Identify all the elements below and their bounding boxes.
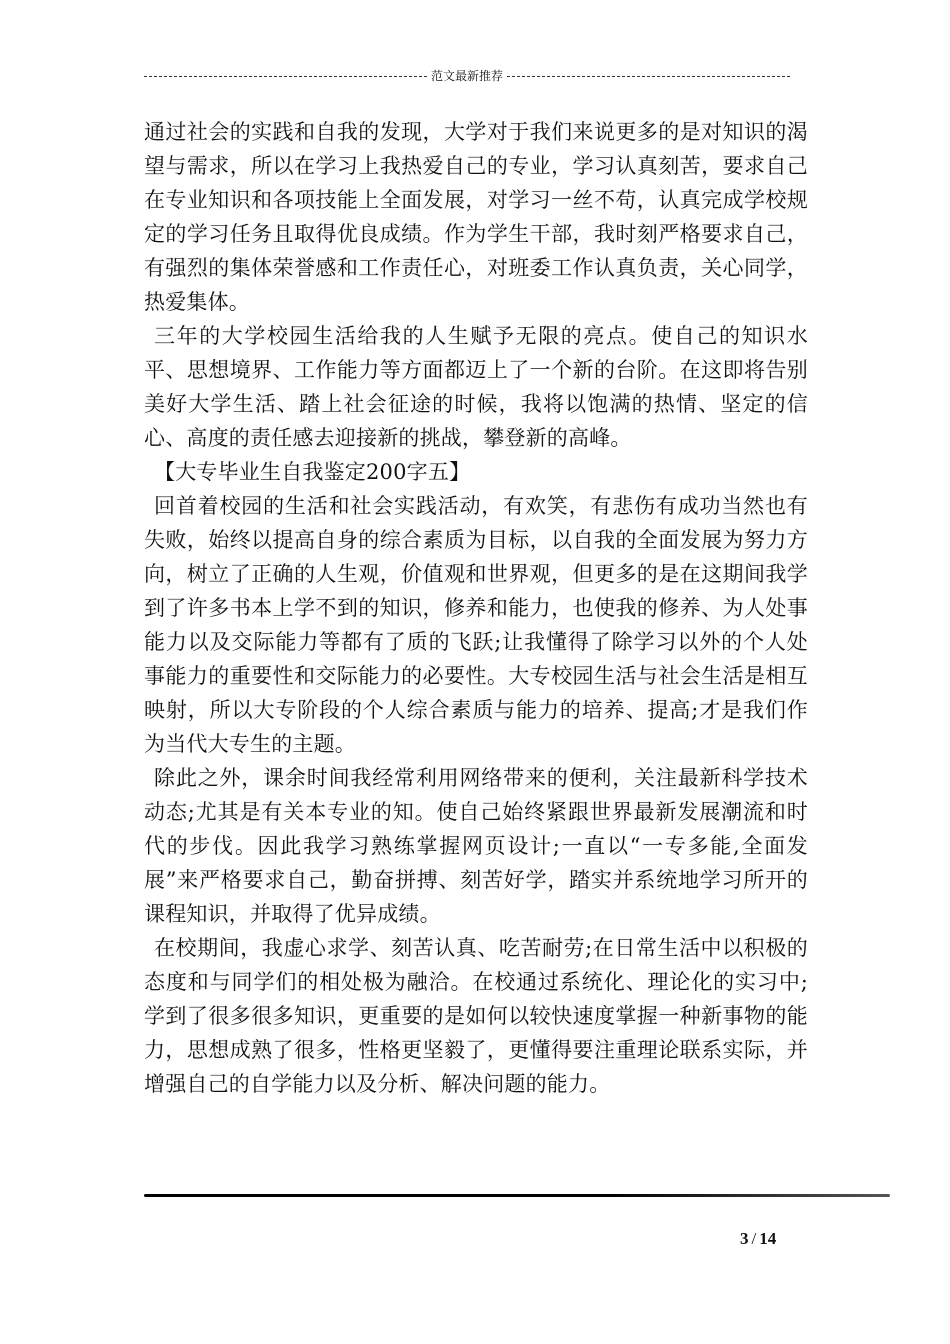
document-body (144, 115, 808, 1101)
paragraph-3: 回首着校园的生活和社会实践活动，有欢笑，有悲伤有成功当然也有失败，始终以提高自身的综合素质为目标，以自我的全面发展为努力方向，树立了正确的人生观，价值观和世界观，但更多的是在这期间我学到了许多书本上学不到的知识，修养和能力，也使我的修养、为人处事能力以及交际能力等都有了质的飞跃;让我懂得了除学习以外的个人处事能力的重要性和交际能力的必要性。大专校园生活与社会生活是相互映射，所以大专阶段的个人综合素质与能力的培养、提高;才是我们作为当代大专生的主题。 (144, 494, 808, 756)
paragraph-1: 通过社会的实践和自我的发现，大学对于我们来说更多的是对知识的渴望与需求，所以在学习上我热爱自己的专业，学习认真刻苦，要求自己在专业知识和各项技能上全面发展，对学习一丝不苟，认真完成学校规定的学习任务且取得优良成绩。作为学生干部，我时刻严格要求自己，有强烈的集体荣誉感和工作责任心，对班委工作认真负责，关心同学，热爱集体。 (144, 120, 808, 314)
paragraph-2: 三年的大学校园生活给我的人生赋予无限的亮点。使自己的知识水平、思想境界、工作能力等方面都迈上了一个新的台阶。在这即将告别美好大学生活、踏上社会征途的时候，我将以饱满的热情、坚定的信心、高度的责任感去迎接新的挑战，攀登新的高峰。 (144, 324, 808, 450)
page-header (144, 64, 790, 86)
section-heading: 【大专毕业生自我鉴定200字五】 (154, 460, 471, 484)
header-label: 范文最新推荐 (431, 68, 504, 83)
total-pages: 14 (759, 1229, 777, 1248)
page-number (740, 1229, 776, 1249)
paragraph-4: 除此之外，课余时间我经常利用网络带来的便利，关注最新科学技术动态;尤其是有关本专业的知。使自己始终紧跟世界最新发展潮流和时代的步伐。因此我学习熟练掌握网页设计;一直以“一专多能,全面发展”来严格要求自己，勤奋拼搏、刻苦好学，踏实并系统地学习所开的课程知识，并取得了优异成绩。 (144, 766, 808, 926)
current-page: 3 (740, 1229, 749, 1248)
paragraph-5: 在校期间，我虚心求学、刻苦认真、吃苦耐劳;在日常生活中以积极的态度和与同学们的相处极为融洽。在校通过系统化、理论化的实习中;学到了很多很多知识，更重要的是如何以较快速度掌握一种新事物的能力，思想成熟了很多，性格更坚毅了，更懂得要注重理论联系实际，并增强自己的自学能力以及分析、解决问题的能力。 (144, 936, 808, 1096)
header-dash-right (507, 76, 790, 77)
header-dash-left (144, 76, 427, 77)
footer-rule (144, 1194, 890, 1197)
page-separator: / (751, 1229, 757, 1248)
